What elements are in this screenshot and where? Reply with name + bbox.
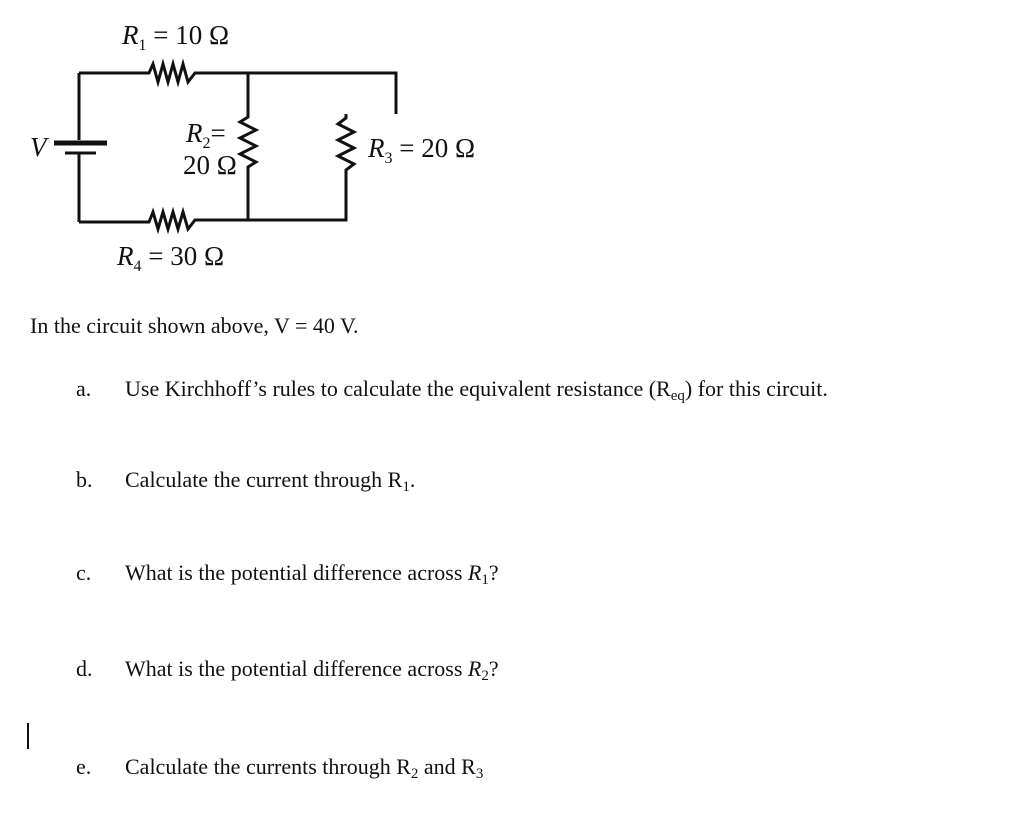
subscript: 2 [410,766,419,782]
question-text-end: ) for this circuit. [684,376,828,401]
r4-value: = 30 Ω [148,241,225,271]
subscript: 3 [475,766,484,782]
variable: R [467,560,482,585]
r4-label [117,243,224,275]
question-text: What is the potential difference across [125,656,468,681]
question-text-mid: and R [418,754,476,779]
question-c [76,560,499,589]
r2-value [183,152,237,179]
question-text: What is the potential difference across [125,560,468,585]
question-d [76,656,499,685]
question-text-end: . [409,467,416,492]
r2-subscript: 2 [202,135,211,152]
r1-label [122,22,229,54]
question-letter: d. [76,656,93,681]
r4-subscript: 4 [133,258,142,275]
problem-intro: In the circuit shown above, V = 40 V. [30,313,359,338]
question-a [76,376,828,405]
r2-symbol: R [186,118,203,148]
subscript: 2 [481,668,489,684]
circuit-schematic [0,0,600,290]
r3-symbol: R [368,133,385,163]
r4-symbol: R [117,241,134,271]
question-letter: b. [76,467,93,492]
question-letter: e. [76,754,92,779]
subscript: 1 [402,479,410,495]
r1-value: = 10 Ω [153,20,230,50]
question-text: Use Kirchhoff’s rules to calculate the equivalent resistance (R [125,376,671,401]
question-b [76,467,415,496]
question-letter: c. [76,560,92,585]
r3-subscript: 3 [384,150,393,167]
question-text-end: ? [488,656,499,681]
subscript: eq [670,388,685,404]
source-label [30,134,47,161]
question-text-end: ? [488,560,499,585]
r2-value-text: 20 Ω [183,150,237,180]
variable: R [467,656,482,681]
r2-equals: = [210,118,226,148]
r1-symbol: R [122,20,139,50]
r3-value: = 20 Ω [399,133,476,163]
question-e [76,754,483,783]
circuit-diagram [0,0,600,290]
question-text: Calculate the currents through R [125,754,411,779]
r3-label [368,135,475,167]
question-letter: a. [76,376,92,401]
question-text: Calculate the current through R [125,467,403,492]
text-cursor [27,723,29,749]
r2-label [186,120,226,152]
r1-subscript: 1 [138,37,147,54]
subscript: 1 [481,572,489,588]
voltage-symbol: V [30,132,47,162]
